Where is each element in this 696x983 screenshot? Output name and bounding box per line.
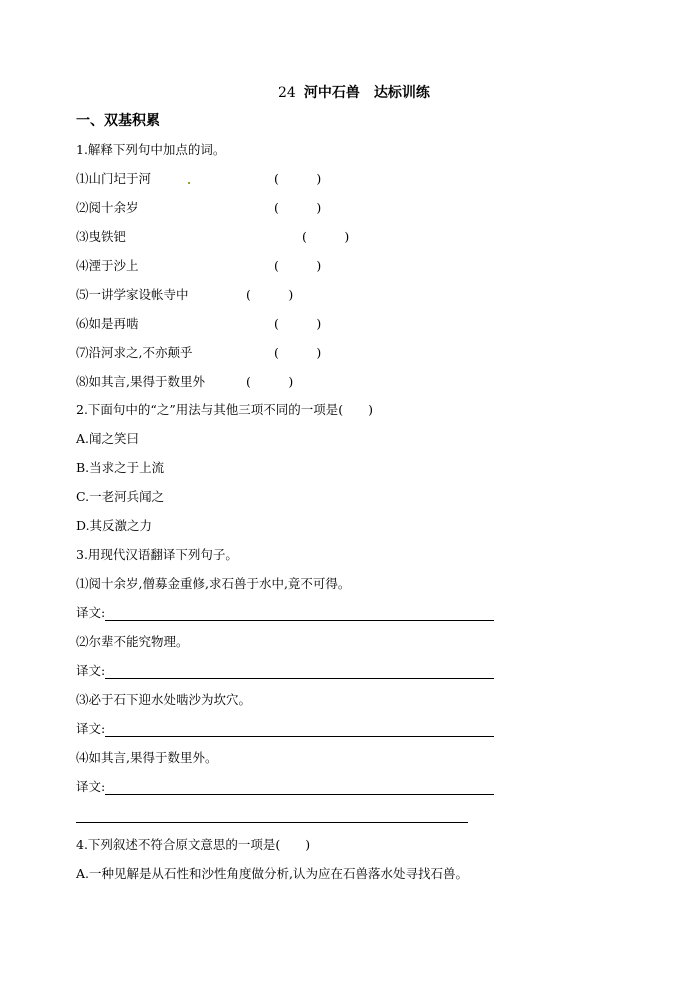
q4-option-a[interactable]: A.一种见解是从石性和沙性角度做分析,认为应在石兽落水处寻找石兽。	[76, 866, 468, 881]
q2-option-d[interactable]: D.其反激之力	[76, 518, 153, 533]
q1-item-4: ⑷湮于沙上	[76, 258, 139, 273]
q3-item-4: ⑷如其言,果得于数里外。	[76, 750, 218, 765]
emphasis-dot-mark	[188, 182, 190, 184]
q1-answer-blank-1[interactable]: ( )	[274, 171, 322, 186]
q2-option-c[interactable]: C.一老河兵闻之	[76, 489, 165, 504]
q1-item-5: ⑸一讲学家设帐寺中	[76, 287, 189, 302]
q1-answer-blank-3[interactable]: ( )	[302, 229, 350, 244]
q1-answer-blank-7[interactable]: ( )	[274, 345, 322, 360]
q3-translation-label-3: 译文:	[76, 721, 106, 736]
q1-item-3: ⑶曳铁钯	[76, 229, 127, 244]
q3-item-3: ⑶必于石下迎水处啮沙为坎穴。	[76, 692, 252, 707]
lesson-title: 河中石兽 达标训练	[303, 85, 430, 101]
q1-item-1: ⑴山门圮于河	[76, 171, 152, 186]
q4-prompt: 4.下列叙述不符合原文意思的一项是( )	[76, 837, 311, 852]
q3-prompt: 3.用现代汉语翻译下列句子。	[76, 547, 238, 562]
q1-item-7: ⑺沿河求之,不亦颠乎	[76, 345, 193, 360]
q3-item-1: ⑴阅十余岁,僧募金重修,求石兽于水中,竟不可得。	[76, 576, 351, 591]
q1-answer-blank-5[interactable]: ( )	[246, 287, 294, 302]
q3-translation-label-4: 译文:	[76, 779, 106, 794]
q1-prompt: 1.解释下列句中加点的词。	[76, 142, 226, 157]
q1-item-6: ⑹如是再啮	[76, 316, 139, 331]
q3-answer-line-4[interactable]	[105, 794, 494, 795]
q2-option-b[interactable]: B.当求之于上流	[76, 460, 165, 475]
q1-answer-blank-6[interactable]: ( )	[274, 316, 322, 331]
q3-item-2: ⑵尔辈不能究物理。	[76, 634, 189, 649]
q3-translation-label-2: 译文:	[76, 663, 106, 678]
q3-translation-label-1: 译文:	[76, 605, 106, 620]
q1-item-8: ⑻如其言,果得于数里外	[76, 374, 205, 389]
q3-answer-line-2[interactable]	[105, 678, 494, 679]
q1-answer-blank-2[interactable]: ( )	[274, 200, 322, 215]
q1-item-2: ⑵阅十余岁	[76, 200, 139, 215]
q2-option-a[interactable]: A.闻之笑曰	[76, 431, 140, 446]
q3-answer-line-3[interactable]	[105, 736, 494, 737]
page-title	[278, 82, 430, 102]
q3-answer-line-4-continued[interactable]	[76, 822, 468, 823]
q1-answer-blank-4[interactable]: ( )	[274, 258, 322, 273]
q1-answer-blank-8[interactable]: ( )	[246, 374, 294, 389]
q2-prompt: 2.下面句中的“之”用法与其他三项不同的一项是( )	[76, 402, 373, 417]
lesson-number: 24	[278, 85, 296, 101]
q3-answer-line-1[interactable]	[105, 620, 494, 621]
section-heading: 一、双基积累	[76, 113, 160, 129]
